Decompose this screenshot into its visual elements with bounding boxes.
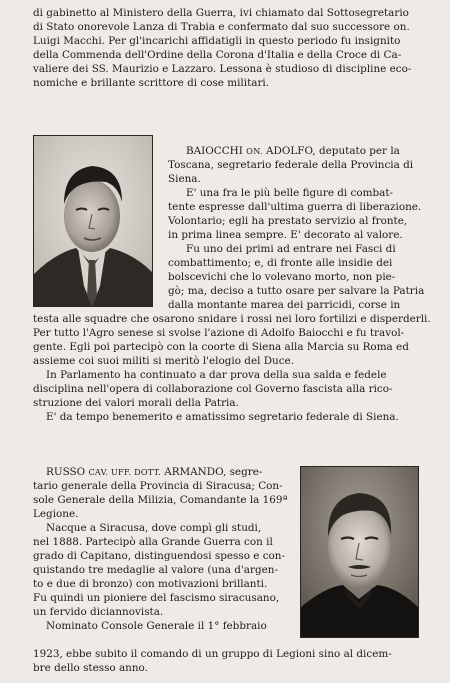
text-line: combattimento; e, di fronte alle insidie dei — [168, 257, 393, 269]
text-line: Siena. — [168, 173, 201, 185]
entry-heading — [186, 145, 400, 158]
surname: BAIOCCHI — [186, 145, 243, 157]
text-line: un fervido diciannovista. — [33, 606, 164, 618]
text-line: della Commenda dell'Ordine della Corona d'Italia e della Croce di Ca- — [33, 49, 402, 61]
text-line: to e due di bronzo) con motivazioni brillanti. — [33, 578, 268, 590]
text-line: grado di Capitano, distinguendosi spesso e con- — [33, 550, 285, 562]
text-line: dalla montante marea dei parricidi, corse in — [168, 299, 401, 311]
text-line: bre dello stesso anno. — [33, 662, 148, 674]
name-continuation: ADOLFO, deputato per la — [266, 145, 400, 157]
portrait-russo — [300, 466, 419, 638]
text-line: tente espresse dall'ultima guerra di liberazione. — [168, 201, 422, 213]
text-line: Per tutto l'Agro senese si svolse l'azione di Adolfo Baiocchi e fu travol- — [33, 327, 405, 339]
title-abbrev: ON. — [246, 146, 263, 156]
name-continuation: ARMANDO, segre- — [164, 466, 263, 478]
text-line: in prima linea sempre. E' decorato al valore. — [168, 229, 403, 241]
text-line: 1923, ebbe subito il comando di un gruppo di Legioni sino al dicem- — [33, 648, 392, 660]
text-line: Toscana, segretario federale della Provincia di — [168, 159, 414, 171]
text-line: sole Generale della Milizia, Comandante la 169ª — [33, 494, 288, 506]
portrait-baiocchi — [33, 135, 153, 307]
entry-heading — [46, 466, 262, 479]
text-line: disciplina nell'opera di collaborazione col Governo fascista alla rico- — [33, 383, 393, 395]
text-line: nomiche e brillante scrittore di cose militari. — [33, 77, 270, 89]
text-line: E' una fra le più belle figure di combat- — [186, 187, 394, 199]
text-line: Volontario; egli ha prestato servizio al fronte, — [168, 215, 408, 227]
text-line: struzione dei valori morali della Patria. — [33, 397, 239, 409]
text-line: testa alle squadre che osarono snidare i rossi nei loro fortilizi e disperderli. — [33, 313, 431, 325]
text-line: gò; ma, deciso a tutto osare per salvare la Patria — [168, 285, 425, 297]
text-line: di Stato onorevole Lanza di Trabia e confermato dal suo successore on. — [33, 21, 410, 33]
text-line: quistando tre medaglie al valore (una d'argen- — [33, 564, 278, 576]
text-line: Fu uno dei primi ad entrare nei Fasci di — [186, 243, 396, 255]
text-line: Luigi Macchi. Per gl'incarichi affidatigli in questo periodo fu insignito — [33, 35, 401, 47]
text-line: Legione. — [33, 508, 79, 520]
text-line: In Parlamento ha continuato a dar prova della sua salda e fedele — [46, 369, 387, 381]
text-line: di gabinetto al Ministero della Guerra, ivi chiamato dal Sottosegretario — [33, 7, 409, 19]
text-line: Nacque a Siracusa, dove compì gli studi, — [46, 522, 262, 534]
title-abbrev: CAV. UFF. DOTT. — [88, 467, 161, 477]
text-line: Fu quindi un pioniere del fascismo siracusano, — [33, 592, 280, 604]
text-line: assieme coi suoi militi si meritò l'elogio del Duce. — [33, 355, 295, 367]
text-line: gente. Egli poi partecipò con la coorte di Siena alla Marcia su Roma ed — [33, 341, 409, 353]
text-line: Nominato Console Generale il 1° febbraio — [46, 620, 267, 632]
text-line: bolscevichi che lo volevano morto, non pie- — [168, 271, 396, 283]
text-line: tario generale della Provincia di Siracusa; Con- — [33, 480, 283, 492]
text-line: nel 1888. Partecipò alla Grande Guerra con il — [33, 536, 273, 548]
surname: RUSSO — [46, 466, 86, 478]
text-line: valiere dei SS. Maurizio e Lazzaro. Lessona è studioso di discipline eco- — [33, 63, 412, 75]
text-line: E' da tempo benemerito e amatissimo segretario federale di Siena. — [46, 411, 399, 423]
